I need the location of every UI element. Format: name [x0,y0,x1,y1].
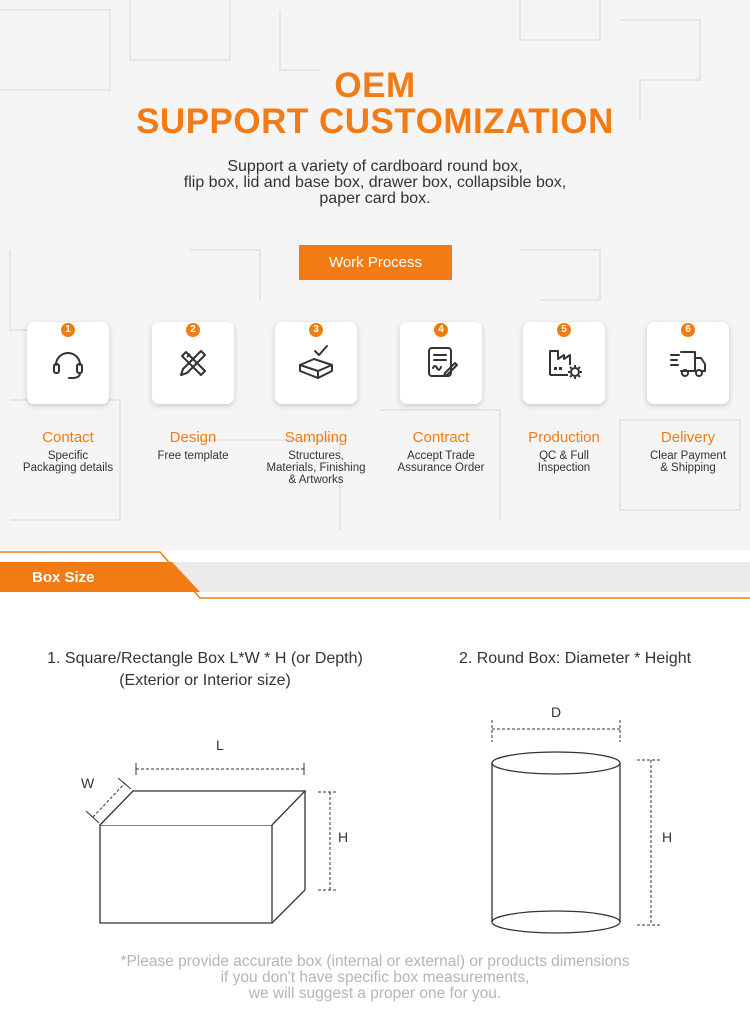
height-label: H [338,829,349,845]
measurement-note [50,954,700,1002]
length-label: L [216,737,224,753]
step-desc-line: Inspection [537,462,591,474]
factory-gear-icon [544,343,584,383]
page-title-line1: OEM [334,66,416,105]
square-box-heading-line: (Exterior or Interior size) [119,672,291,689]
step-description [379,450,503,474]
step-desc-line: & Artworks [288,474,344,486]
step-number-badge: 2 [186,323,200,337]
square-box-heading-line: 1. Square/Rectangle Box L*W * H (or Depth) [47,650,363,667]
round-box-diagram [492,704,672,933]
step-description [6,450,130,474]
pencil-ruler-icon [173,343,213,383]
document-sign-icon [421,343,461,383]
step-desc-line: Assurance Order [397,462,485,474]
round-height-label: H [662,829,673,845]
diameter-label: D [551,704,562,720]
step-desc-line: Specific [47,450,89,462]
headset-icon [48,343,88,383]
step-desc-line: Structures, [288,450,344,462]
square-box-heading [15,650,395,690]
step-desc-line: Free template [157,450,229,462]
step-title: Design [169,429,217,446]
step-description [626,450,750,474]
step-title: Sampling [284,429,348,446]
subtitle-line: Support a variety of cardboard round box, [227,158,523,175]
step-number-badge: 4 [434,323,448,337]
step-description [131,450,255,462]
step-description [502,450,626,474]
step-description [254,450,378,486]
step-desc-line: Materials, Finishing [266,462,366,474]
subtitle-line: flip box, lid and base box, drawer box, collapsible box, [183,174,567,191]
subtitle [100,159,650,207]
note-line: *Please provide accurate box (internal or external) or products dimensions [120,953,630,970]
subtitle-line: paper card box. [319,190,431,207]
step-title: Contact [42,429,94,446]
box-size-banner [0,550,750,605]
page-title-line2: SUPPORT CUSTOMIZATION [136,102,614,141]
width-label: W [81,775,95,791]
step-desc-line: Clear Payment [649,450,727,462]
note-line: we will suggest a proper one for you. [248,985,502,1002]
step-desc-line: Accept Trade [407,450,475,462]
step-title: Delivery [660,429,716,446]
step-desc-line: QC & Full [539,450,589,462]
step-title: Contract [412,429,470,446]
step-number-badge: 6 [681,323,695,337]
box-dimension-diagrams [0,690,750,940]
delivery-truck-icon [668,343,708,383]
step-title: Production [528,429,600,446]
work-process-button[interactable]: Work Process [299,245,452,280]
round-box-heading: 2. Round Box: Diameter * Height [458,650,692,667]
section-title-box-size: Box Size [32,569,95,586]
step-number-badge: 5 [557,323,571,337]
step-number-badge: 3 [309,323,323,337]
box-check-icon [296,343,336,383]
step-number-badge: 1 [61,323,75,337]
note-line: if you don't have specific box measurements, [220,969,530,986]
rectangle-box-diagram [81,737,348,923]
step-desc-line: Packaging details [22,462,114,474]
step-desc-line: & Shipping [660,462,716,474]
